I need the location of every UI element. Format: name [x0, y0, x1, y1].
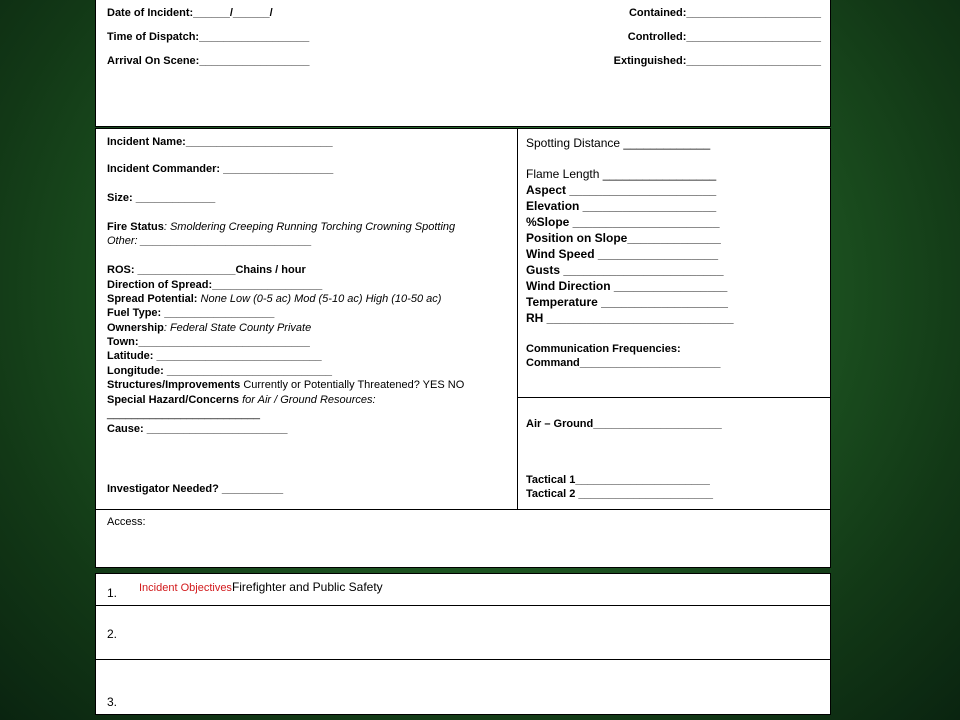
spread-potential-options: None Low (0-5 ac) Mod (5-10 ac) High (10-50 ac) [197, 293, 442, 305]
objective-row-3[interactable] [95, 659, 831, 715]
comms-section [517, 397, 831, 510]
objective-1-number: 1. [107, 586, 118, 600]
aspect-field[interactable]: Aspect ______________________ [526, 183, 717, 197]
objective-2-number: 2. [107, 627, 118, 641]
fire-status-other-field[interactable]: Other: ____________________________ [107, 235, 312, 247]
objectives-header [139, 580, 383, 595]
incident-form [95, 0, 831, 718]
objective-3-number: 3. [107, 695, 118, 709]
cause-field[interactable]: Cause: _______________________ [107, 423, 288, 435]
objective-row-2[interactable] [95, 605, 831, 660]
spotting-distance-field[interactable]: Spotting Distance _____________ [526, 136, 711, 150]
structures-label: Structures/Improvements [107, 379, 241, 391]
ownership-options: : Federal State County Private [163, 322, 312, 334]
date-of-incident-field[interactable]: Date of Incident:______/______/ [107, 7, 273, 19]
investigator-needed-field[interactable]: Investigator Needed? __________ [107, 483, 284, 495]
special-hazard-line[interactable]: _________________________ [107, 408, 260, 420]
communication-frequencies-heading: Communication Frequencies: [526, 343, 681, 355]
fire-status-label: Fire Status [107, 221, 164, 233]
rh-field[interactable]: RH ____________________________ [526, 311, 734, 325]
position-on-slope-field[interactable]: Position on Slope______________ [526, 231, 721, 245]
direction-of-spread-field[interactable]: Direction of Spread:__________________ [107, 279, 323, 291]
fire-status-options: : Smoldering Creeping Running Torching Crowning Spotting [163, 221, 456, 233]
gusts-field[interactable]: Gusts ________________________ [526, 263, 724, 277]
ownership-label: Ownership [107, 322, 164, 334]
fuel-type-field[interactable]: Fuel Type: __________________ [107, 307, 275, 319]
structures-text: Currently or Potentially Threatened? YES NO [240, 379, 465, 391]
objective-row-1[interactable] [95, 573, 831, 606]
header-section [95, 0, 831, 127]
ownership-row[interactable] [107, 322, 311, 335]
size-field[interactable]: Size: _____________ [107, 192, 216, 204]
arrival-on-scene-field[interactable]: Arrival On Scene:__________________ [107, 55, 310, 67]
spread-potential-row[interactable] [107, 293, 441, 306]
special-hazard-label: Special Hazard/Concerns [107, 394, 240, 406]
town-field[interactable]: Town:____________________________ [107, 336, 310, 348]
air-ground-field[interactable]: Air – Ground_____________________ [526, 418, 722, 430]
incident-commander-field[interactable]: Incident Commander: __________________ [107, 163, 334, 175]
weather-section [517, 128, 831, 398]
latitude-field[interactable]: Latitude: ___________________________ [107, 350, 322, 362]
ros-field[interactable]: ROS: ________________Chains / hour [107, 264, 306, 276]
spread-potential-label: Spread Potential: [107, 293, 198, 305]
extinguished-field[interactable]: Extinguished:______________________ [613, 55, 821, 67]
objective-1-text: Firefighter and Public Safety [231, 580, 383, 594]
special-hazard-row[interactable] [107, 394, 376, 407]
time-of-dispatch-field[interactable]: Time of Dispatch:__________________ [107, 31, 310, 43]
wind-speed-field[interactable]: Wind Speed __________________ [526, 247, 719, 261]
access-section[interactable] [95, 509, 831, 568]
tactical-1-field[interactable]: Tactical 1______________________ [526, 474, 710, 486]
wind-direction-field[interactable]: Wind Direction _________________ [526, 279, 728, 293]
longitude-field[interactable]: Longitude: ___________________________ [107, 365, 333, 377]
special-hazard-text: for Air / Ground Resources: [239, 394, 376, 406]
incident-objectives-label: Incident Objectives [139, 582, 232, 594]
controlled-field[interactable]: Controlled:______________________ [627, 31, 821, 43]
structures-row[interactable] [107, 379, 464, 392]
command-field[interactable]: Command_______________________ [526, 357, 721, 369]
temperature-field[interactable]: Temperature ___________________ [526, 295, 728, 309]
access-label: Access: [107, 516, 146, 528]
incident-name-field[interactable]: Incident Name:________________________ [107, 136, 333, 148]
fire-status-row[interactable] [107, 221, 455, 234]
incident-details-section [95, 128, 518, 510]
elevation-field[interactable]: Elevation ____________________ [526, 199, 717, 213]
flame-length-field[interactable]: Flame Length _________________ [526, 167, 717, 181]
contained-field[interactable]: Contained:______________________ [628, 7, 821, 19]
tactical-2-field[interactable]: Tactical 2 ______________________ [526, 488, 713, 500]
slope-field[interactable]: %Slope ______________________ [526, 215, 720, 229]
